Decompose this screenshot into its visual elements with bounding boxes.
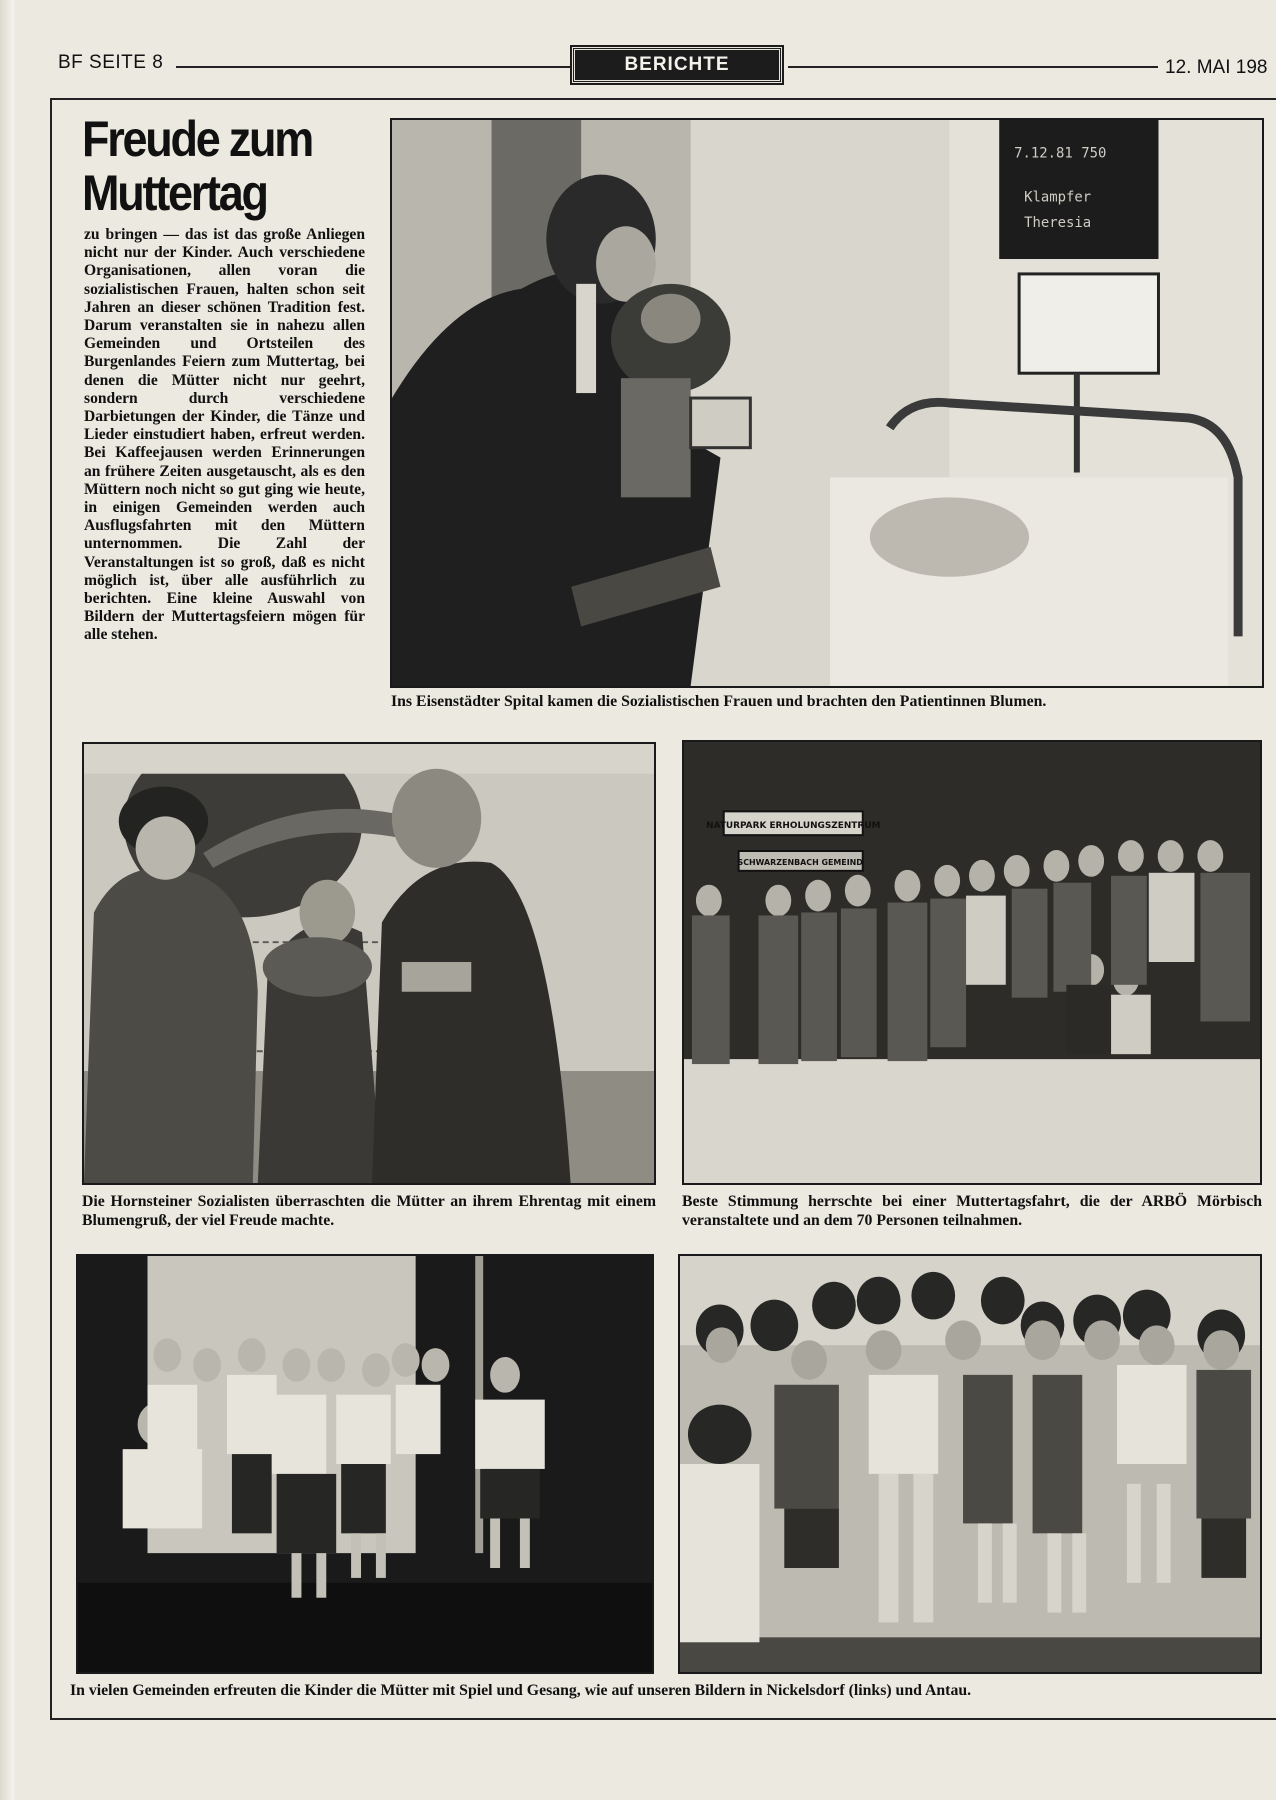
issue-date: 12. MAI 198 (1165, 57, 1268, 78)
article-body: zu bringen — das ist das große Anliegen nicht nur der Kinder. Auch verschiedene Organisationen, allen voran die sozialistischen Frauen, halten schon seit Jahren an dieser schönen Tradition fest. Darum veranstalten sie in nahezu allen Gemeinden und Ortsteilen des Burgenlandes Feiern zum Muttertag, bei denen die Mütter nicht nur geehrt, sondern durch verschiedene Darbietungen der Kinder, die Tänze und Lieder einstudiert haben, erfreut werden. Bei Kaffeejausen werden Erinnerungen an frühere Zeiten ausgetauscht, als es den Müttern noch nicht so gut ging wie heute, in einigen Gemeinden werden auch Ausflugsfahrten mit den Müttern unternommen. Die Zahl der Veranstaltungen ist so groß, daß es nicht möglich ist, über alle ausführlich zu berichten. Eine kleine Auswahl von Bildern der Muttertagsfeiern mögen für alle stehen. (84, 226, 365, 644)
photo-moerbisch-image (684, 742, 1260, 1183)
photo-moerbisch (682, 740, 1262, 1185)
headline-line-2: Muttertag (82, 165, 267, 221)
caption-moerbisch: Beste Stimmung herrschte bei einer Muttertagsfahrt, die der ARBÖ Mörbisch veranstaltete und an dem 70 Personen teilnahmen. (682, 1193, 1262, 1229)
headline-line-1: Freude zum (82, 111, 313, 167)
page-fold-shadow (0, 0, 14, 1800)
caption-hospital: Ins Eisenstädter Spital kamen die Sozialistischen Frauen und brachten den Patientinnen Blumen. (391, 693, 1047, 710)
photo-nickelsdorf (76, 1254, 654, 1674)
page-number: BF SEITE 8 (58, 52, 164, 73)
photo-antau (678, 1254, 1262, 1674)
board-line-2: Klampfer (1024, 189, 1092, 206)
caption-hornstein: Die Hornsteiner Sozialisten überraschten die Mütter an ihrem Ehrentag mit einem Blumengruß, der viel Freude machte. (82, 1193, 656, 1229)
article-headline (82, 112, 352, 220)
photo-nickelsdorf-image (78, 1256, 652, 1672)
photo-hospital-image (392, 120, 1262, 686)
board-line-3: Theresia (1024, 215, 1092, 232)
sign-line-2: SCHWARZENBACH GEMEIND (737, 857, 863, 867)
photo-antau-image (680, 1256, 1260, 1672)
photo-hornstein-image (84, 744, 654, 1183)
section-label (572, 47, 782, 83)
caption-children: In vielen Gemeinden erfreuten die Kinder die Mütter mit Spiel und Gesang, wie auf unseren Bildern in Nickelsdorf (links) und Antau. (70, 1682, 972, 1699)
header-rule-left (176, 66, 570, 68)
photo-hornstein (82, 742, 656, 1185)
board-line-1: 7.12.81 750 (1014, 145, 1107, 162)
sign-line-1: NATURPARK ERHOLUNGSZENTRUM (706, 821, 881, 832)
photo-hospital (390, 118, 1264, 688)
header-rule-right (788, 66, 1158, 68)
section-label-text: BERICHTE (624, 54, 730, 75)
